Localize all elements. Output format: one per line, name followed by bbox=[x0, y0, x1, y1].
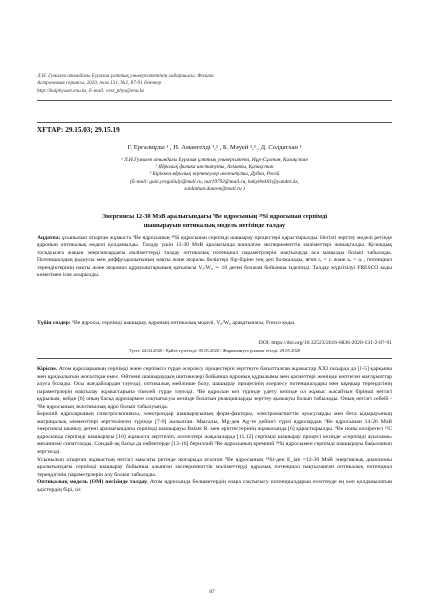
paragraph-text: Атом ядросында бөлшектердің өзара соқтығысу потенциалдарын есептеуде ең көп қолданылатын әдістердің бірі, ол bbox=[37, 479, 393, 493]
irsti-code: ХҒТАР: 29.15.03; 29.15.19 bbox=[37, 126, 120, 134]
journal-line: Л.Н. Гумилев атындағы Еуразия ұлттық университетінің хабаршысы. Физика. bbox=[37, 73, 215, 79]
journal-line: http://bulphysast.enu.kz, E-mail: vest_phys@enu.kz bbox=[37, 87, 145, 94]
journal-header bbox=[37, 73, 215, 95]
email-line: soldathan.dauren@mail.ru ) bbox=[184, 185, 245, 192]
keywords-text: ⁹Ве ядросы, серпімді шашырау, ядроның оптикалық моделі, V₀/W₀ арақатынасы, Fresco коды. bbox=[72, 320, 296, 326]
affiliation-line: ³ Біріккен ядролық зерттеулер институты, Дубна, Ресей bbox=[149, 171, 280, 178]
paragraph-text: Ұсынылып отырған жұмыстың негізгі мақсаты ретінде жоғарыда аталған ⁹Ве ядросының ²⁸Si-ден E_lab =12-30 МэВ энергиялық диапазоны аралығындағы серпімді шашырау бойынша алынған эксперименттік мәліметтерді ядролық потенциал нақтыланған оптикалық потенциал тереңдігінің параметрлерін алу болып табылады. bbox=[37, 456, 392, 478]
dates-divider bbox=[37, 358, 392, 359]
paragraph bbox=[37, 411, 392, 456]
doi-link[interactable]: DOI: https://doi.org/10.32523/2616-6836-2020-131-2-87-91 bbox=[258, 340, 392, 346]
section-heading: Оптикалық модель (ОМ) негізінде талдау. bbox=[37, 479, 148, 486]
section-heading: Кіріспе. bbox=[37, 366, 58, 372]
affiliations bbox=[37, 157, 392, 193]
paragraph bbox=[37, 479, 392, 494]
keywords bbox=[37, 320, 392, 328]
paragraph-text: Берилий ядроларының спектроскопиясы, электрондар шашырауының форм-факторы, электромагниттік ауысуларды мен бета ыдырауының матрицалық элементтері зерттелінген түрінде [7-9] жазылған. Мысалы, Mg-дея Ag-те дейінгі түрлі ядролардан ⁹Ве ядросынан 14-26 МэВ энергиясы шыныу дегенi аралығындағы серпімді шашырауы Balzer R. мен әріптестерінің жұмысында [6] қарастырылды. ⁹Ве иоиы көлірегегі ¹²C ядросында серпімді шашырауы [10] жұмыста зерттеліп, әселелтері жақалаларда [11,12] серпімді шашырау процесі кезінде «серпімді ауысыма» механизмі сипатталды. Сондай-ақ басқа да еңбектерде [13-16] бериллий ⁹Ве ядросының кремний ²⁸Si ядросымен серпімді шашырауы бақыланып зерттелді. bbox=[37, 411, 392, 456]
abstract-text: ұсынылып отырған жұмыста ⁹Ве ядросының ²⁸Si ядросынан серпімді шашырау процестері қарастырылды. Негізгі зерттеу моделі ретінде ядроның оптикалық моделі қолданылды. Талдау үшін 12-30 МэВ аралығында жиналған эксперименттік мәліметтері жинақталды. Кулондық тосқауылға жақын энергиялардағы мәліметтерді талдау оптикалық потенциал параметрлерін нақтылауда аса маңызды болып табылады. Потенциалдың радиусы мен диффуздылығының нақты және жоралы бөліктері бір-біріне тең деп болжалады, яғни rᵥ = rᵢ және aᵥ = aᵢ , потенциал тереңдіктерінің нақты және жорамал құрауыштарының қатынасы Vᵥ/W₀ ∼ 10 деген болжам бойынша ізделінді. Талдау жүргізілуі FRESCO коды көмегімен іске асырылды. bbox=[37, 235, 392, 279]
abstract-label: Аңдатпа: bbox=[37, 235, 61, 241]
paper-title bbox=[37, 213, 392, 230]
author-list: Г. Ергалиұлы ¹ , Н. Амангелді ¹,² , Б. Мәуей ²,³ , Д. Солдатхан ¹ bbox=[127, 144, 302, 151]
paragraph bbox=[37, 457, 392, 480]
title-line: шашырауын оптикалық модель негізінде талдау bbox=[143, 221, 286, 229]
header-divider bbox=[37, 100, 392, 101]
title-line: Энергиясы 12-30 МэВ аралығындағы ⁹Ве ядросының ²⁸Si ядросынан серпімді bbox=[101, 213, 328, 220]
body-text bbox=[37, 366, 392, 494]
submission-dates: Түсті: 24.04.2020 / Қайта түзетілді: 05.05.2020 / Жариялануға ұсыныт етілді: 29.05.2020 bbox=[128, 348, 301, 353]
paragraph bbox=[37, 366, 392, 411]
paragraph-text: Атом ядроларының серпімді және серпімсіз түрде әсерлесу процестерін зерттеуге бағытталған жұмыстар XXI ғасырда да [1-5] қарқыны мен құндылығын жоғалтқан емес. Өйткені шашыраудың шитикелерi бойынша ядроның құрылымы мен қасиеттері жөнінде көптеген мағлұматтар алуға болады. Осы жағдайлардан тәуелді, оптикалық мейлінше болу, шашырау процесінің әсерлесу потенциалдары мен шұңқыр тереңдігінің параметрлерін нақтылау жұмыстарына тікелей түрде тәуелді. ⁹Ве ядросын кез түрінде үдету кезінде ол жұмыс жасайтын бірінші негізгі құрылым, кейде [6] оның басқа ядролармен соқтығысуы кезінде болатын реакцияларды зерттеу қызықты болып табылады. Оның негізгі себебі - ⁹Ве ядросының экзотикалық ядро болып табылуында. bbox=[37, 366, 393, 410]
page-number: 87 bbox=[209, 589, 215, 595]
affiliation-line: ¹ Л.Н.Гумилев атындағы Еуразия ұлттық университеті, Нұр-Сұлтан, Қазақстан bbox=[121, 157, 308, 163]
journal-line: Астрономия сериясы, 2020, том 131, №2, 87-91 беттер bbox=[37, 80, 162, 87]
affiliation-line: ² Ядролық физика институты, Алматы, Қазақстан bbox=[155, 164, 274, 171]
keywords-label: Түйін сөздер: bbox=[37, 320, 71, 326]
abstract bbox=[37, 235, 392, 279]
header-divider bbox=[37, 122, 392, 123]
email-line: (E-mail: gani.yergaliuly@mail.ru, nur19792@mail.ru, bakytbek01@yandex.kz, bbox=[130, 178, 299, 185]
